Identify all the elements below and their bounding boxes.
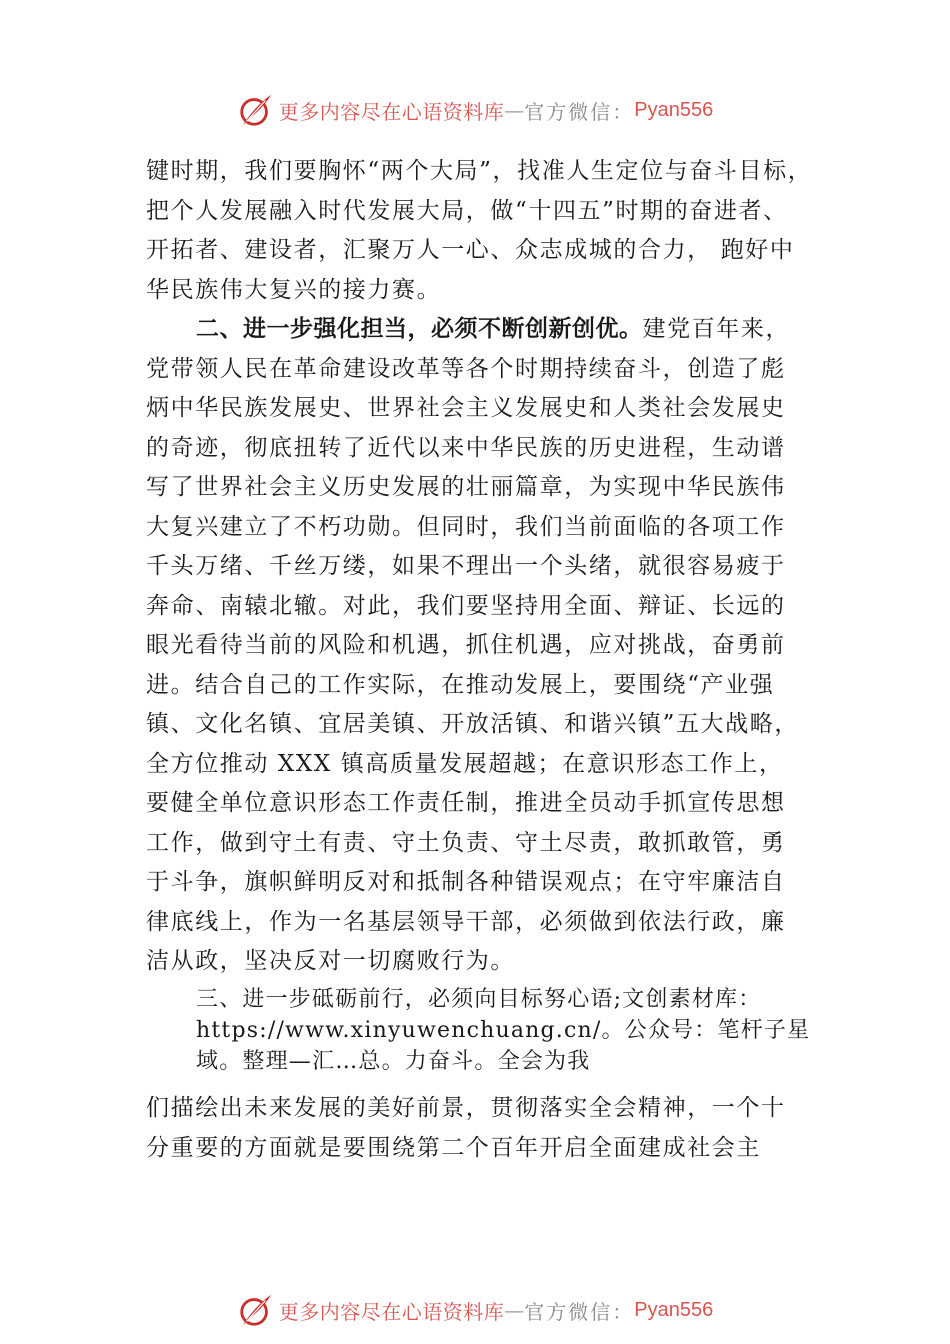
section-heading-2: 二、进一步强化担当，必须不断创新创优。: [196, 316, 643, 342]
quill-logo-icon: [237, 91, 275, 129]
banner-main-text: 更多内容尽在心语资料库: [278, 1299, 505, 1324]
footer-banner: [0, 1288, 950, 1332]
paragraph3-line: 域。整理—汇…总。力奋斗。全会为我: [196, 1049, 591, 1074]
paragraph2-line: 全方位推动 XXX 镇高质量发展超越；在意识形态工作上，: [146, 750, 784, 777]
paragraph1-line: 开拓者、建设者，汇聚万人一心、众志成城的合力， 跑好中: [146, 237, 795, 263]
paragraph2-line: 要健全单位意识形态工作责任制，推进全员动手抓宣传思想: [146, 790, 786, 816]
paragraph3: [196, 984, 836, 1077]
paragraph4: [146, 1088, 826, 1168]
paragraph2-line: 的奇迹，彻底扭转了近代以来中华民族的历史进程，生动谱: [146, 434, 786, 461]
paragraph2-first-line: [146, 310, 816, 350]
paragraph2-line: 党带领人民在革命建设改革等各个时期持续奋斗，创造了彪: [146, 355, 786, 382]
document-body: [146, 152, 816, 982]
paragraph2-line: 进。结合自己的工作实际，在推动发展上，要围绕“产业强: [146, 671, 775, 698]
paragraph2-line: 镇、文化名镇、宜居美镇、开放活镇、和谐兴镇”五大战略，: [146, 711, 799, 737]
paragraph1-line: 华民族伟大复兴的接力赛。: [146, 276, 442, 303]
paragraph2-line: 律底线上，作为一名基层领导干部，必须做到依法行政，廉: [146, 908, 786, 935]
paragraph2-line: 洁从政，坚决反对一切腐败行为。: [146, 948, 515, 974]
paragraph3-line: 三、进一步砥砺前行，必须向目标努心语;文创素材库：: [196, 987, 762, 1012]
paragraph1-line: 把个人发展融入时代发展大局，做“十四五”时期的奋进者、: [146, 197, 788, 224]
banner-main-text: 更多内容尽在心语资料库: [278, 99, 505, 124]
paragraph4-line: 们描绘出未来发展的美好前景，贯彻落实全会精神，一个十: [146, 1095, 786, 1121]
paragraph2-line: 奔命、南辕北辙。对此，我们要坚持用全面、辩证、长远的: [146, 592, 786, 619]
paragraph2-line-rest: 建党百年来，: [642, 316, 791, 342]
paragraph1-line: 键时期，我们要胸怀“两个大局”，找准人生定位与奋斗目标，: [146, 158, 813, 184]
paragraph2-line: 眼光看待当前的风险和机遇，抓住机遇，应对挑战，奋勇前: [146, 632, 786, 658]
paragraph2-line: 大复兴建立了不朽功勋。但同时，我们当前面临的各项工作: [146, 513, 786, 540]
header-banner: [0, 88, 950, 132]
paragraph2-line: 炳中华民族发展史、世界社会主义发展史和人类社会发展史: [146, 395, 786, 421]
paragraph2-line: 写了世界社会主义历史发展的壮丽篇章，为实现中华民族伟: [146, 474, 786, 500]
banner-separator: —: [504, 98, 525, 122]
banner-wechat-label: 官方微信：: [524, 1299, 635, 1324]
paragraph4-line: 分重要的方面就是要围绕第二个百年开启全面建成社会主: [146, 1135, 761, 1161]
banner-wechat-label: 官方微信：: [524, 99, 635, 124]
paragraph2-line: 工作，做到守土有责、守土负责、守土尽责，敢抓敢管，勇: [146, 829, 786, 856]
banner-wechat-id: Pyan556: [634, 98, 714, 121]
paragraph3-line: https://www.xinyuwenchuang.cn/。公众号：笔杆子星: [196, 1018, 811, 1043]
banner-wechat-id: Pyan556: [634, 1298, 714, 1321]
paragraph2-line: 千头万绪、千丝万缕，如果不理出一个头绪，就很容易疲于: [146, 553, 786, 579]
quill-logo-icon: [237, 1291, 275, 1329]
paragraph2-line: 于斗争，旗帜鲜明反对和抵制各种错误观点；在守牢廉洁自: [146, 869, 786, 895]
banner-separator: —: [504, 1298, 525, 1322]
